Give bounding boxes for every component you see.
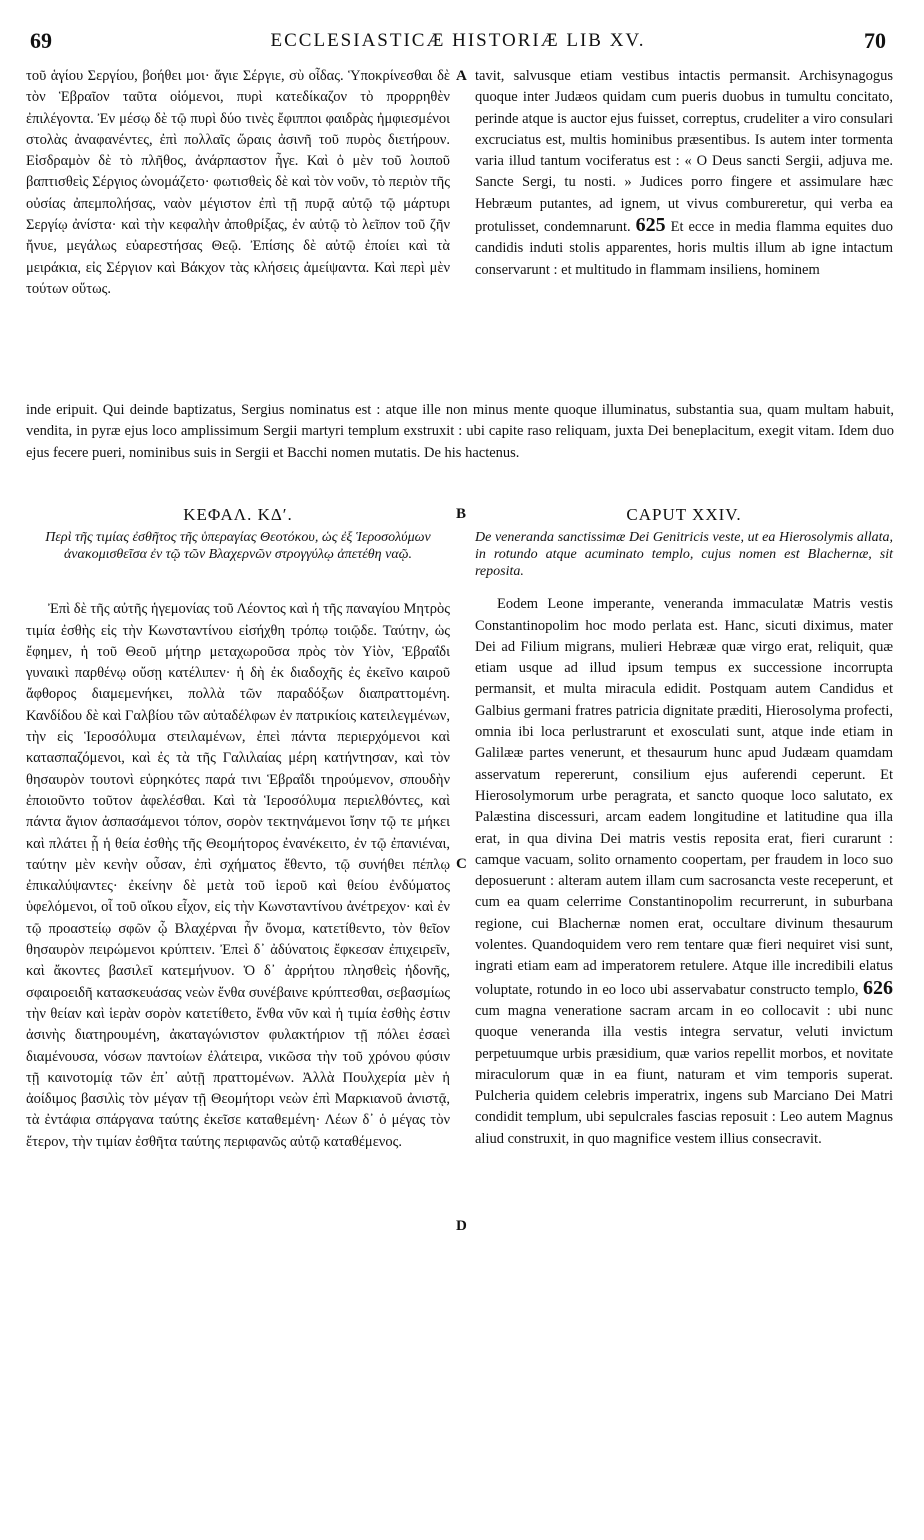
column-number-626: 626 (863, 976, 893, 999)
latin-paragraph-top (475, 66, 893, 281)
latin-text-top-continued: Et ecce in media flamma equites duo candidis induti stolis apparentes, horis multis illum ab igne intactum conservarunt : et multitudo in flammam insiliens, hominem (475, 219, 894, 278)
latin-chapter-body-part1: Eodem Leone imperante, veneranda immaculatæ Matris vestis Constantinopolim hoc modo perlata est. Hanc, sicuti diximus, mater Dei ad Filium migrans, mulieri Hebrææ quæ virgo erat, reliquit, quæ etiam usque ad illud ipsum tempus ex successione incorrupta permansit, et multa miracula edidit. Postquam autem Candidus et Galbius germani fratres patricia dignitate præditi, Hierosolyma profecti, omnia ibi loca perlustrarunt et exosculati sunt, atque inde etiam in Galilææ partes venerunt, et thesaurum hunc apud Judæam quamdam asservatum repererunt, consilium ejus auferendi ceperunt. Et Hierosolymorum urbe peragrata, et sancto quoque loco salutato, ex Palæstina discessuri, arcam eadem longitudine et latitudine qua illa erat, in qua divina Dei matris vestis reposita erat, fieri curarunt : camque vacuam, solito ornamento coopertam, per fraudem in loco suo deposuerunt : alteram autem illam cum sacrosancta veste receperunt, et cum ea quam celerrime Constantinopolim recurrerunt, in suburbana regione, cui Blachernæ nomen erat, occultare divinum thesaurum volentes. Quandoquidem vero rem tentare quæ fieri nequiret visi sunt, ingrati etiam eam ad imperatorem retulere. Atque ille incredibili elatus voluptate, rotundo in eo loco ubi asservabatur constructo templo, (475, 596, 893, 998)
greek-chapter-column (26, 504, 450, 1153)
latin-chapter-subtitle: De veneranda sanctissimæ Dei Genitricis veste, ut ea Hierosolymis allata, in rotundo atque acuminato templo, cujus nomen est Blachernæ, sit reposita. (475, 530, 893, 580)
page-header (30, 28, 886, 58)
greek-column-top (26, 66, 450, 300)
latin-chapter-body-part2: cum magna veneratione sacram arcam in eo collocavit : ubi nunc quoque veneranda illa vestis integra servatur, veluti invictum perpetuumque urbis præsidium, quæ varios repellit morbos, et novitate miraculorum quæ in ea fiunt, naturam et vim temporis superat. Pulcheria quidem celebris imperatrix, ingens sub Marciano Dei Matri condidit templum, ubi sepulcrales fascias reposuit : Leo autem Magnus aliud construxit, in quo magnifice vestem illius consecravit. (475, 1002, 893, 1147)
full-width-paragraph (26, 400, 894, 464)
greek-paragraph-top: τοῦ ἁγίου Σεργίου, βοήθει μοι· ἅγιε Σέργιε, σὺ οἶδας. Ὑποκρίνεσθαι δὲ τὸν Ἑβραῖον ταῦτα οἰόμενοι, πυρὶ κατεδίκαζον τὸ προρρηθὲν ἐπιλέγοντα. Ἐν μέσῳ δὲ τῷ πυρὶ δύο τινὲς ἔφιπποι φαιδρὰς ἠμφιεσμένοι στολὰς ἀναφανέντες, ἐπὶ πολλαῖς ὥραις ἀσινῆ τοῦ πυρὸς διετήρουν. Εἰσδραμὸν δὲ τὸ πλῆθος, ἀνάρπαστον ἦγε. Καὶ ὁ μὲν τοῦ λοιποῦ βαπτισθεὶς Σέργιος ὠνομάζετο· φωτισθεὶς δὲ καὶ τὸν νοῦν, τὸ περιὸν τῆς οὐσίας ἀπεμπολήσας, ναὸν μέγιστον ἐπὶ τῇ πυρᾷ αὐτῷ τῷ μάρτυρι Σεργίῳ ἀνίστα· καὶ τὴν κεφαλὴν ἀποθρίξας, ἐν αὐτῷ τὸ λεῖπον τοῦ ζῆν ἤνυε, μεγάλως εὐαρεστήσας Θεῷ. Ἐπίσης δὲ αὐτῷ ἐποίει καὶ τὰ μειράκια, εἰς Σέργιον καὶ Βάκχον τὰς κλήσεις ἀμείψαντα. Καὶ περὶ μὲν τούτων οὕτως. (26, 68, 450, 297)
latin-chapter-body (475, 594, 893, 1150)
full-width-text: inde eripuit. Qui deinde baptizatus, Sergius nominatus est : atque ille non minus mente quoque illuminatus, substantia sua, quam multam habuit, vendita, in pyræ ejus loco amplissimum Sergii martyri templum exstruxit : ubi capite raso reliquam, juxta Dei beneplacitum, exegit vitam. Idem duo ejus fecere pueri, nominibus suis in Sergii et Bacchi nomen mutatis. De his hactenus. (26, 402, 894, 461)
latin-chapter-heading: CAPUT XXIV. (626, 505, 742, 524)
column-number-625: 625 (635, 214, 666, 237)
margin-marker-c: C (456, 856, 467, 872)
margin-marker-b: B (456, 506, 467, 522)
greek-chapter-heading: ΚΕΦΑΛ. ΚΔʹ. (183, 505, 293, 524)
page-number-left: 69 (30, 28, 52, 53)
running-title: ECCLESIASTICÆ HISTORIÆ LIB XV. (270, 30, 646, 51)
greek-chapter-body: Ἐπὶ δὲ τῆς αὐτῆς ἡγεμονίας τοῦ Λέοντος καὶ ἡ τῆς παναγίου Μητρὸς τιμία ἐσθὴς εἰς τὴν Κωνσταντίνου εἰσήχθη τρόπῳ τοιῷδε. Ταύτην, ὡς ἔφημεν, ἡ τοῦ Θεοῦ μήτηρ μεταχωροῦσα πρὸς τὸν Υἱὸν, Ἑβραΐδι γυναικὶ παρθένῳ οὔσῃ κατέλιπεν· ἡ δὴ ἐκ διαδοχῆς ἐς ἐκεῖνο καιροῦ ἄφθορος διαμεμενήκει, πολλὰ τῶν παραδόξων διαπραττομένη. Κανδίδου δὲ καὶ Γαλβίου τῶν αὐταδέλφων ἐν πατρικίοις κατειλεγμένων, τὴν εἰς Ἱεροσόλυμα στειλαμένων, ἐπεὶ πάντα περιερχόμενοι καὶ κατασπαζόμενοι, καὶ ἐς τὰ τῆς Γαλιλαίας μέρη κατήντησαν, καὶ τὸν θησαυρὸν τουτονὶ εὑρηκότες παρά τινι Ἑβραΐδι τηρούμενον, σπουδὴν ἐποιοῦντο τοῦτον ἀφελέσθαι. Καὶ τὰ Ἱεροσόλυμα περιελθόντες, καὶ πάντα ἅγιον ἀσπασάμενοι τόπον, σορὸν τεκτηνάμενοι ἴσην τῷ τε μήκει καὶ πλάτει ᾗ ἡ θεία ἐσθὴς τῆς Θεομήτορος ἐνανέκειτο, ἐν τῷ ἐπανιέναι, ταύτην μὲν κενὴν οὖσαν, ἐπὶ σχήματος ἔθεντο, τῷ συνήθει πέπλῳ ἐπικαλύψαντες· ἐκείνην δὲ μετὰ τοῦ ἱεροῦ καὶ θείου ἐνδύματος ὑφελόμενοι, οἷ τοῦ οἴκου εἶχον, εἰς τὴν Κωνσταντίνου ἀνέτρεχον· καὶ ἐν τῷ προαστείῳ σφῶν ᾧ Βλαχέρναι ἦν ὄνομα, κατετίθεντο, τὸν θεῖον θησαυρὸν πειρώμενοι κρύπτειν. Ἐπεὶ δ᾽ ἀδύνατοις ἔφκεσαν ἐπιχειρεῖν, καὶ ἄκοντες βασιλεῖ κατεμήνυον. Ὁ δ᾽ ἀρρήτου πλησθεὶς ἡδονῆς, σφαιροειδῆ κατασκευάσας νεὼν ἔνθα συνέβαινε κρύπτεσθαι, σεβασμίως τὴν θείαν καὶ ἱερὰν σορὸν κατετίθετο, ἔνθα νῦν καὶ ἡ τιμία ἐσθὴς ἐστιν ἀσινὴς διατηρουμένη, ἀκαταγώνιστον φυλακτήριον τῇ πόλει ἐσαεὶ διαμένουσα, νόσων παντοίων ἐλάτειρα, νικῶσα τὴν τοῦ χρόνου φύσιν τῇ καινοτομίᾳ τῶν ἐπ᾽ αὐτῇ πραττομένων. Ἀλλὰ Πουλχερία μὲν ἡ ἀοίδιμος βασιλὶς τὸν μέγαν τῇ Θεομήτορι νεὼν ἐπὶ Μαρκιανοῦ ἀνιστᾷ, τὰ ἐντάφια σπάργανα ταύτης ἐκεῖσε καταθεμένη· Λέων δ᾽ ὁ μέγας τὸν ἕτερον, τὴν τιμίαν ἐσθῆτα ταύτης περιφανῶς αὐτῷ καταθέμενος. (26, 601, 450, 1150)
margin-marker-a: A (456, 68, 467, 84)
latin-text-top: tavit, salvusque etiam vestibus intactis permansit. Archisynagogus quoque inter Judæos quidam cum pueris duobus in tumultu concitato, perinde atque is auctor ejus fuisset, correptus, crudeliter a viro consulari excruciatus est, multis hominibus præsentibus. Is autem inter tormenta varia illud tantum vociferatus est : « O Deus sancti Sergii, adjuva me. Sancte Sergi, tu nosti. » Judices porro fingere et assimulare hæc Hebræum putantes, ad ignem, ut vivus combureretur, qui verba ea protulisset, condemnarunt. (475, 68, 893, 236)
greek-chapter-subtitle: Περὶ τῆς τιμίας ἐσθῆτος τῆς ὑπεραγίας Θεοτόκου, ὡς ἐξ Ἱεροσολύμων ἀνακομισθεῖσα ἐν τῷ τῶν Βλαχερνῶν στρογγύλῳ ἀπετέθη ναῷ. (45, 530, 431, 563)
latin-column-top (475, 66, 893, 281)
latin-chapter-column (475, 504, 893, 1150)
page-number-right: 70 (864, 28, 886, 53)
margin-marker-d: D (456, 1218, 467, 1234)
